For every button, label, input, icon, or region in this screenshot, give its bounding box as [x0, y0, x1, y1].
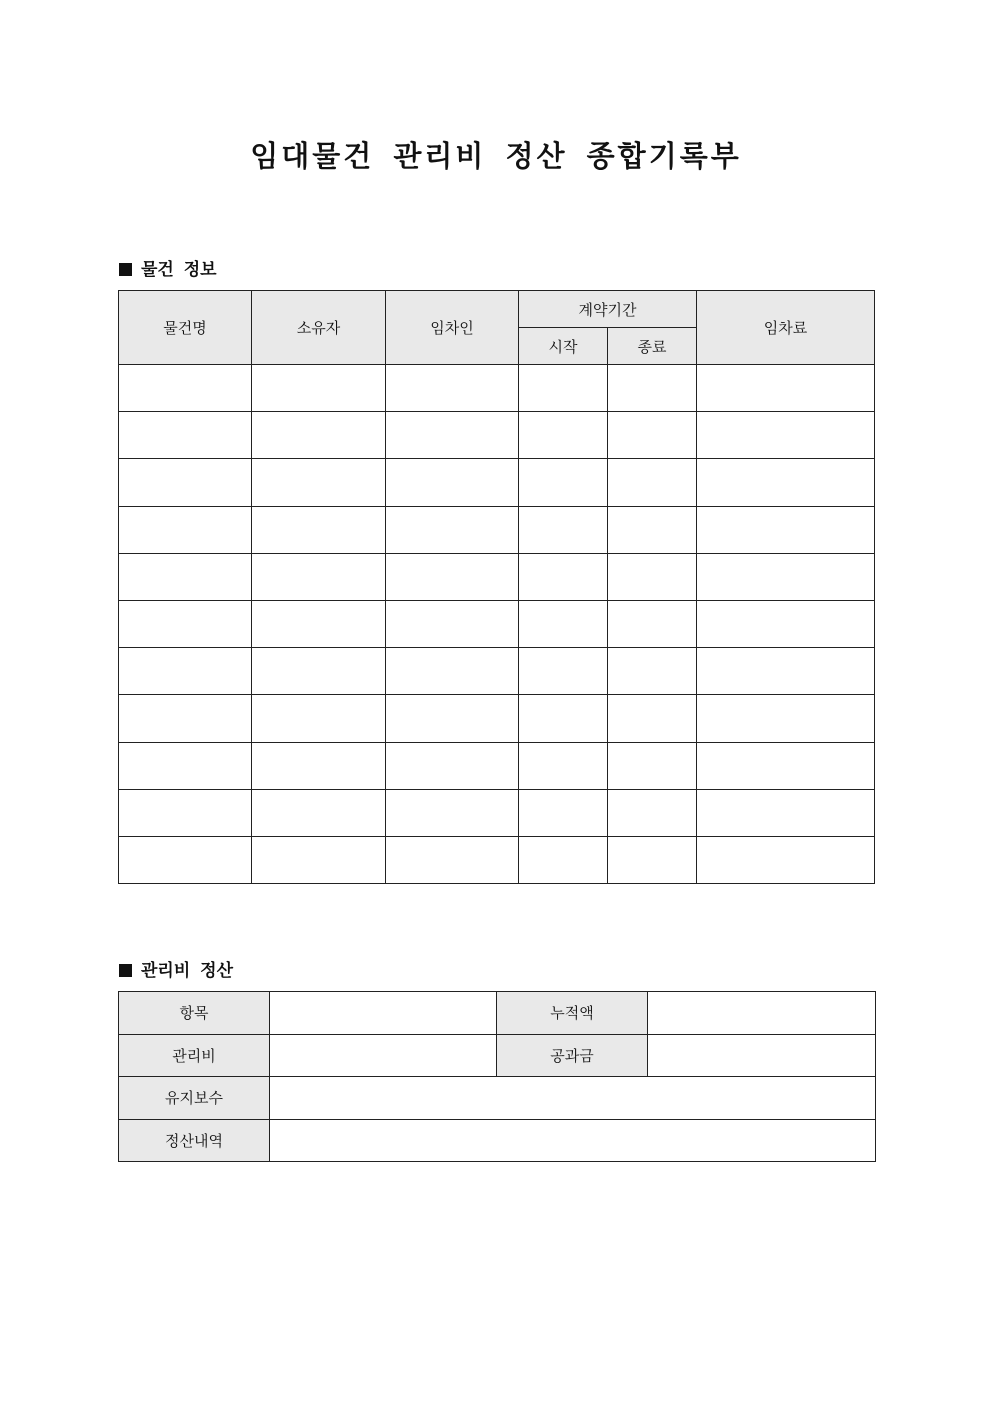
start-cell[interactable]	[519, 742, 608, 789]
rent-cell[interactable]	[697, 600, 875, 647]
rent-cell[interactable]	[697, 506, 875, 553]
end-cell[interactable]	[608, 506, 697, 553]
end-cell[interactable]	[608, 742, 697, 789]
maintenance-input-cell[interactable]	[270, 1077, 876, 1120]
tenant-cell[interactable]	[386, 459, 519, 506]
start-cell[interactable]	[519, 553, 608, 600]
square-bullet-icon	[119, 964, 132, 977]
table-row	[119, 600, 875, 647]
end-cell[interactable]	[608, 789, 697, 836]
rent-cell[interactable]	[697, 459, 875, 506]
header-start: 시작	[519, 328, 608, 365]
property-name-cell[interactable]	[119, 365, 252, 412]
tenant-cell[interactable]	[386, 742, 519, 789]
tenant-cell[interactable]	[386, 695, 519, 742]
cumulative-input-cell[interactable]	[648, 992, 876, 1035]
table-row	[119, 836, 875, 883]
rent-cell[interactable]	[697, 365, 875, 412]
end-cell[interactable]	[608, 836, 697, 883]
tenant-cell[interactable]	[386, 648, 519, 695]
property-name-cell[interactable]	[119, 600, 252, 647]
utilities-input-cell[interactable]	[648, 1034, 876, 1077]
table-row	[119, 412, 875, 459]
property-name-cell[interactable]	[119, 648, 252, 695]
rent-cell[interactable]	[697, 695, 875, 742]
table-row	[119, 742, 875, 789]
section-heading-text: 관리비 정산	[141, 961, 234, 981]
property-info-rows	[119, 365, 875, 884]
start-cell[interactable]	[519, 412, 608, 459]
label-item: 항목	[119, 992, 270, 1035]
label-utilities: 공과금	[497, 1034, 648, 1077]
fee-settlement-table	[118, 991, 876, 1162]
table-row	[119, 789, 875, 836]
end-cell[interactable]	[608, 365, 697, 412]
start-cell[interactable]	[519, 506, 608, 553]
owner-cell[interactable]	[252, 412, 386, 459]
label-maintenance: 유지보수	[119, 1077, 270, 1120]
property-name-cell[interactable]	[119, 459, 252, 506]
owner-cell[interactable]	[252, 648, 386, 695]
section-heading-fee-settlement	[119, 956, 233, 981]
section-heading-property-info	[119, 255, 217, 280]
property-info-table	[118, 290, 875, 884]
tenant-cell[interactable]	[386, 365, 519, 412]
owner-cell[interactable]	[252, 600, 386, 647]
management-fee-input-cell[interactable]	[270, 1034, 497, 1077]
owner-cell[interactable]	[252, 506, 386, 553]
document-title: 임대물건 관리비 정산 종합기록부	[250, 139, 742, 173]
owner-cell[interactable]	[252, 695, 386, 742]
settlement-input-cell[interactable]	[270, 1119, 876, 1162]
rent-cell[interactable]	[697, 789, 875, 836]
start-cell[interactable]	[519, 459, 608, 506]
owner-cell[interactable]	[252, 459, 386, 506]
table-row	[119, 553, 875, 600]
end-cell[interactable]	[608, 412, 697, 459]
table-row	[119, 506, 875, 553]
start-cell[interactable]	[519, 836, 608, 883]
property-name-cell[interactable]	[119, 553, 252, 600]
owner-cell[interactable]	[252, 789, 386, 836]
rent-cell[interactable]	[697, 742, 875, 789]
start-cell[interactable]	[519, 600, 608, 647]
property-name-cell[interactable]	[119, 412, 252, 459]
tenant-cell[interactable]	[386, 506, 519, 553]
property-name-cell[interactable]	[119, 695, 252, 742]
header-owner: 소유자	[252, 291, 386, 365]
start-cell[interactable]	[519, 365, 608, 412]
header-contract-period: 계약기간	[519, 291, 697, 328]
rent-cell[interactable]	[697, 553, 875, 600]
table-row	[119, 459, 875, 506]
section-heading-text: 물건 정보	[141, 260, 217, 280]
tenant-cell[interactable]	[386, 553, 519, 600]
owner-cell[interactable]	[252, 742, 386, 789]
header-property-name: 물건명	[119, 291, 252, 365]
property-name-cell[interactable]	[119, 836, 252, 883]
header-tenant: 임차인	[386, 291, 519, 365]
item-input-cell[interactable]	[270, 992, 497, 1035]
label-management-fee: 관리비	[119, 1034, 270, 1077]
tenant-cell[interactable]	[386, 789, 519, 836]
tenant-cell[interactable]	[386, 600, 519, 647]
header-rent: 임차료	[697, 291, 875, 365]
end-cell[interactable]	[608, 695, 697, 742]
rent-cell[interactable]	[697, 648, 875, 695]
end-cell[interactable]	[608, 600, 697, 647]
property-name-cell[interactable]	[119, 506, 252, 553]
end-cell[interactable]	[608, 459, 697, 506]
property-name-cell[interactable]	[119, 789, 252, 836]
square-bullet-icon	[119, 263, 132, 276]
start-cell[interactable]	[519, 648, 608, 695]
owner-cell[interactable]	[252, 836, 386, 883]
tenant-cell[interactable]	[386, 412, 519, 459]
end-cell[interactable]	[608, 648, 697, 695]
rent-cell[interactable]	[697, 412, 875, 459]
table-row	[119, 695, 875, 742]
label-cumulative: 누적액	[497, 992, 648, 1035]
rent-cell[interactable]	[697, 836, 875, 883]
start-cell[interactable]	[519, 789, 608, 836]
start-cell[interactable]	[519, 695, 608, 742]
owner-cell[interactable]	[252, 553, 386, 600]
property-name-cell[interactable]	[119, 742, 252, 789]
header-end: 종료	[608, 328, 697, 365]
end-cell[interactable]	[608, 553, 697, 600]
owner-cell[interactable]	[252, 365, 386, 412]
table-row	[119, 365, 875, 412]
tenant-cell[interactable]	[386, 836, 519, 883]
label-settlement: 정산내역	[119, 1119, 270, 1162]
table-row	[119, 648, 875, 695]
